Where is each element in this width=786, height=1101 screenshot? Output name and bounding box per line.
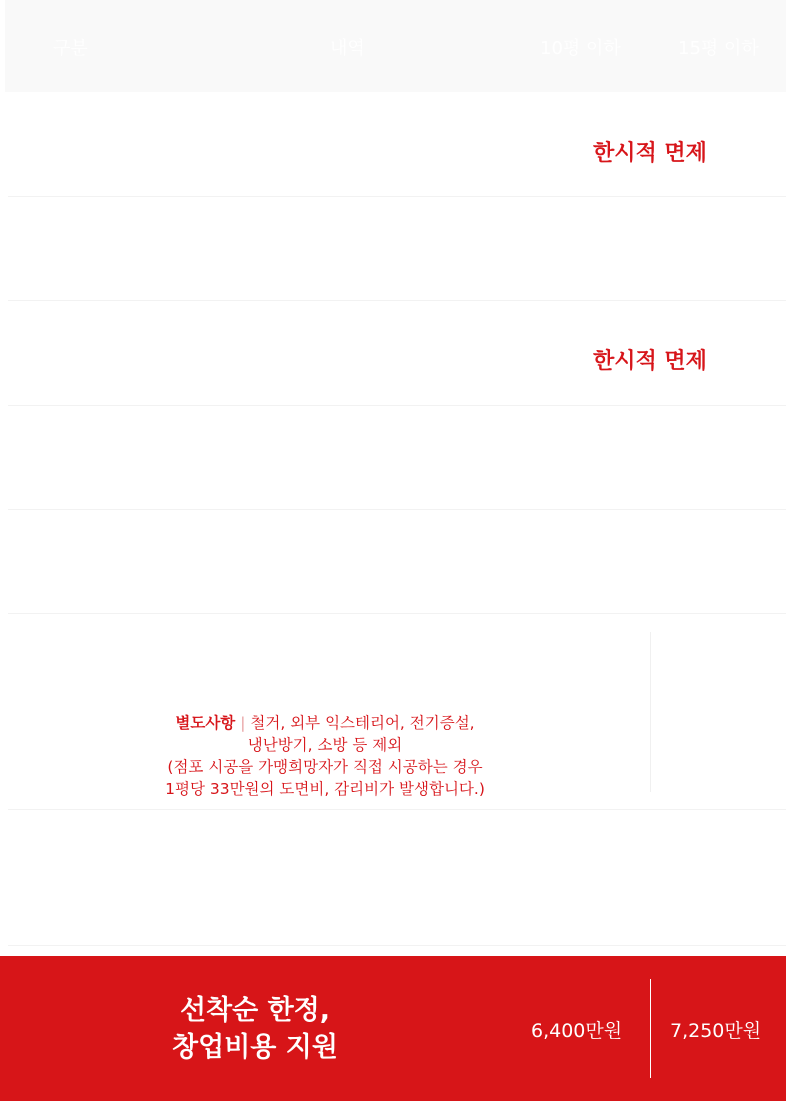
row-divider bbox=[8, 196, 786, 197]
banner-column-divider bbox=[650, 979, 651, 1078]
header-col-10py: 10평 이하 bbox=[540, 38, 621, 59]
table-header bbox=[5, 0, 786, 92]
column-divider bbox=[650, 632, 651, 792]
note-text-3: (점포 시공을 가맹희망자가 직접 시공하는 경우 bbox=[167, 758, 483, 776]
row-3-value: 한시적 면제 bbox=[593, 349, 707, 374]
row-1-value: 한시적 면제 bbox=[593, 141, 707, 166]
row-divider bbox=[8, 509, 786, 510]
row-divider bbox=[8, 809, 786, 810]
note-block bbox=[120, 712, 530, 800]
note-text-1: 철거, 외부 익스테리어, 전기증설, bbox=[250, 714, 475, 732]
note-line-1 bbox=[120, 712, 530, 734]
total-price-15py: 7,250만원 bbox=[670, 1020, 762, 1042]
note-title: 별도사항 bbox=[175, 714, 236, 732]
header-col-type: 구분 bbox=[53, 38, 88, 59]
header-col-15py: 15평 이하 bbox=[678, 38, 759, 59]
banner-headline bbox=[130, 992, 380, 1066]
header-col-detail: 내역 bbox=[330, 38, 365, 59]
note-separator: | bbox=[240, 714, 246, 732]
total-cost-banner bbox=[0, 956, 786, 1101]
row-divider bbox=[8, 945, 786, 946]
note-text-2: 냉난방기, 소방 등 제외 bbox=[247, 736, 403, 754]
total-price-10py: 6,400만원 bbox=[531, 1020, 623, 1042]
row-divider bbox=[8, 405, 786, 406]
banner-headline-line-1: 선착순 한정, bbox=[179, 995, 331, 1026]
banner-headline-line-2: 창업비용 지원 bbox=[172, 1032, 338, 1063]
row-divider bbox=[8, 300, 786, 301]
note-text-4: 1평당 33만원의 도면비, 감리비가 발생합니다.) bbox=[165, 780, 485, 798]
row-divider bbox=[8, 613, 786, 614]
